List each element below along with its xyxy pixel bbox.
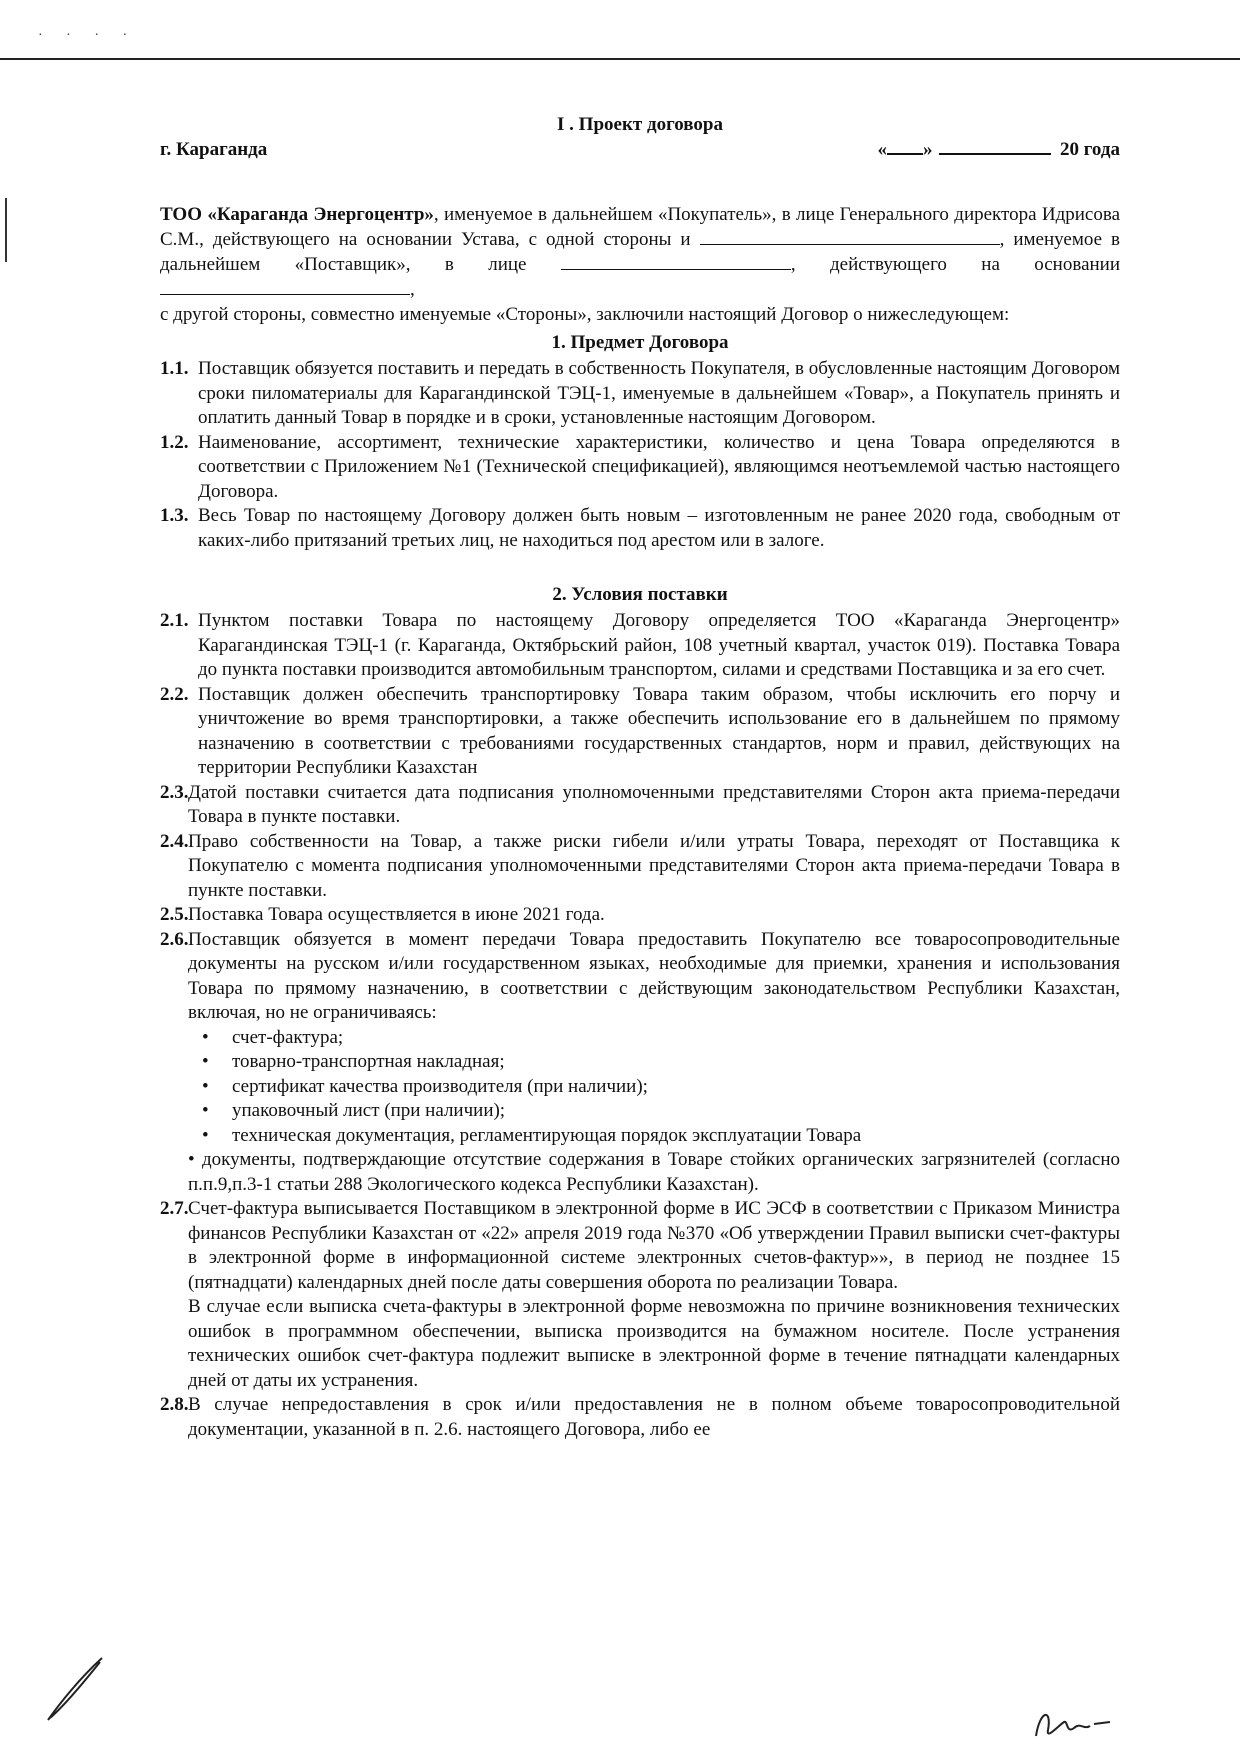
list-item: • сертификат качества производителя (при наличии); [202, 1075, 1120, 1100]
supplier-name-blank [700, 227, 1000, 245]
bullet-icon: • [202, 1051, 209, 1072]
party1-name: ТОО «Караганда Энергоцентр» [160, 204, 434, 225]
scan-dots: · · · · [38, 28, 138, 43]
signature-icon [1030, 1700, 1120, 1746]
contract-preamble: ТОО «Караганда Энергоцентр», именуемое в дальнейшем «Покупатель», в лице Генерального директора Идрисова С.М., действующего на основании Устава, с одной стороны и , именуемое в дальнейшем «Поставщик», в лице , действующего на основании , с другой стороны, совместно именуемые «Стороны», заключили настоящий Договор о нижеследующем: [160, 204, 1121, 325]
clause-paragraph: В случае если выписка счета-фактуры в электронной форме невозможна по причине возникновения технических ошибок в программном обеспечении, выписка производится на бумажном носителе. После устранения технических ошибок счет-фактура подлежит выписке в электронной форме в течение пятнадцати календарных дней от даты их устранения. [188, 1296, 1120, 1391]
scan-left-mark [5, 198, 7, 262]
city-date-row [160, 138, 1120, 162]
clause: 2.7. Счет-фактура выписывается Поставщиком в электронной форме в ИС ЭСФ в соответствии с Приказом Министра финансов Республики Казахстан от «22» апреля 2019 года №370 «Об утверждении Правил выписки счет-фактуры в электронной форме в информационной системе электронных счетов-фактур»», в период не позднее 15 (пятнадцати) календарных дней после даты совершения оборота по реализации Товара. [160, 1198, 1120, 1293]
list-item: • упаковочный лист (при наличии); [202, 1099, 1120, 1124]
clause: 2.2. Поставщик должен обеспечить транспортировку Товара таким образом, чтобы исключить его порчу и уничтожение во время транспортировки, а также обеспечить использование его в дальнейшем по прямому назначению в соответствии с требованиями государственных стандартов, норм и правил, действующих на территории Республики Казахстан [160, 683, 1120, 778]
basis-blank [160, 277, 410, 295]
clause: 2.6. Поставщик обязуется в момент передачи Товара предоставить Покупателю все товаросопроводительные документы на русском и/или государственном языках, необходимые для приемки, хранения и использования Товара по прямому назначению, в соответствии с действующим законодательством Республики Казахстан, включая, но не ограничиваясь: [160, 928, 1120, 1023]
document-title: I . Проект договора [557, 114, 723, 135]
bullet-icon: • [202, 1075, 209, 1097]
bullet-icon: • [202, 1100, 209, 1121]
clause: 2.4. Право собственности на Товар, а также риски гибели и/или утраты Товара, переходят от Поставщика к Покупателю с момента подписания уполномоченными представителями Сторон акта приема-передачи Товара в пункте поставки. [160, 830, 1120, 901]
list-item: • счет-фактура; [202, 1026, 1120, 1051]
documents-list [160, 1026, 1120, 1149]
clause: 2.1. Пунктом поставки Товара по настоящему Договору определяется ТОО «Караганда Энергоцентр» Карагандинская ТЭЦ-1 (г. Караганда, Октябрьский район, 108 учетный квартал, участок 019). Поставка Товара до пункта поставки производится автомобильным транспортом, силами и средствами Поставщика и за его счет. [160, 610, 1120, 680]
date-field: « » 20 года [877, 139, 1120, 160]
clause: 1.1. Поставщик обязуется поставить и передать в собственность Покупателя, в обусловленные настоящим Договором сроки пиломатериалы для Карагандинской ТЭЦ-1, именуемые в дальнейшем «Товар», а Покупатель принять и оплатить данный Товар в порядке и в сроки, установленные настоящим Договором. [160, 358, 1120, 428]
representative-blank [561, 252, 791, 270]
section-1-title: 1. Предмет Договора [551, 332, 729, 353]
day-blank [887, 153, 923, 155]
section-2-clauses [160, 609, 1120, 1442]
list-item: • техническая документация, регламентирующая порядок эксплуатации Товара [202, 1124, 1120, 1149]
section-1-clauses [160, 357, 1120, 553]
clause: 1.3. Весь Товар по настоящему Договору должен быть новым – изготовленным не ранее 2020 года, свободным от каких-либо притязаний третьих лиц, не находиться под арестом или в залоге. [160, 505, 1120, 551]
bullet-icon: • [202, 1026, 209, 1048]
bullet-extra: • документы, подтверждающие отсутствие содержания в Товаре стойких органических загрязнителей (согласно п.п.9,п.3-1 статьи 288 Экологического кодекса Республики Казахстан). [188, 1149, 1120, 1195]
clause: 2.8. В случае непредоставления в срок и/или предоставления не в полном объеме товаросопроводительной документации, указанной в п. 2.6. настоящего Договора, либо ее [160, 1394, 1120, 1440]
scan-top-line [0, 58, 1240, 60]
document-page [160, 112, 1120, 1442]
initials-stroke-icon [40, 1648, 110, 1728]
clause: 2.3. Датой поставки считается дата подписания уполномоченными представителями Сторон акта приема-передачи Товара в пункте поставки. [160, 781, 1120, 827]
clause: 2.5. Поставка Товара осуществляется в июне 2021 года. [160, 904, 605, 925]
list-item: • товарно-транспортная накладная; [202, 1050, 1120, 1075]
month-blank [939, 153, 1051, 155]
section-2-title: 2. Условия поставки [552, 584, 728, 605]
bullet-icon: • [202, 1124, 209, 1146]
city-label: г. Караганда [160, 139, 268, 160]
clause: 1.2. Наименование, ассортимент, технические характеристики, количество и цена Товара определяются в соответствии с Приложением №1 (Технической спецификацией), являющимся неотъемлемой частью настоящего Договора. [160, 431, 1120, 502]
